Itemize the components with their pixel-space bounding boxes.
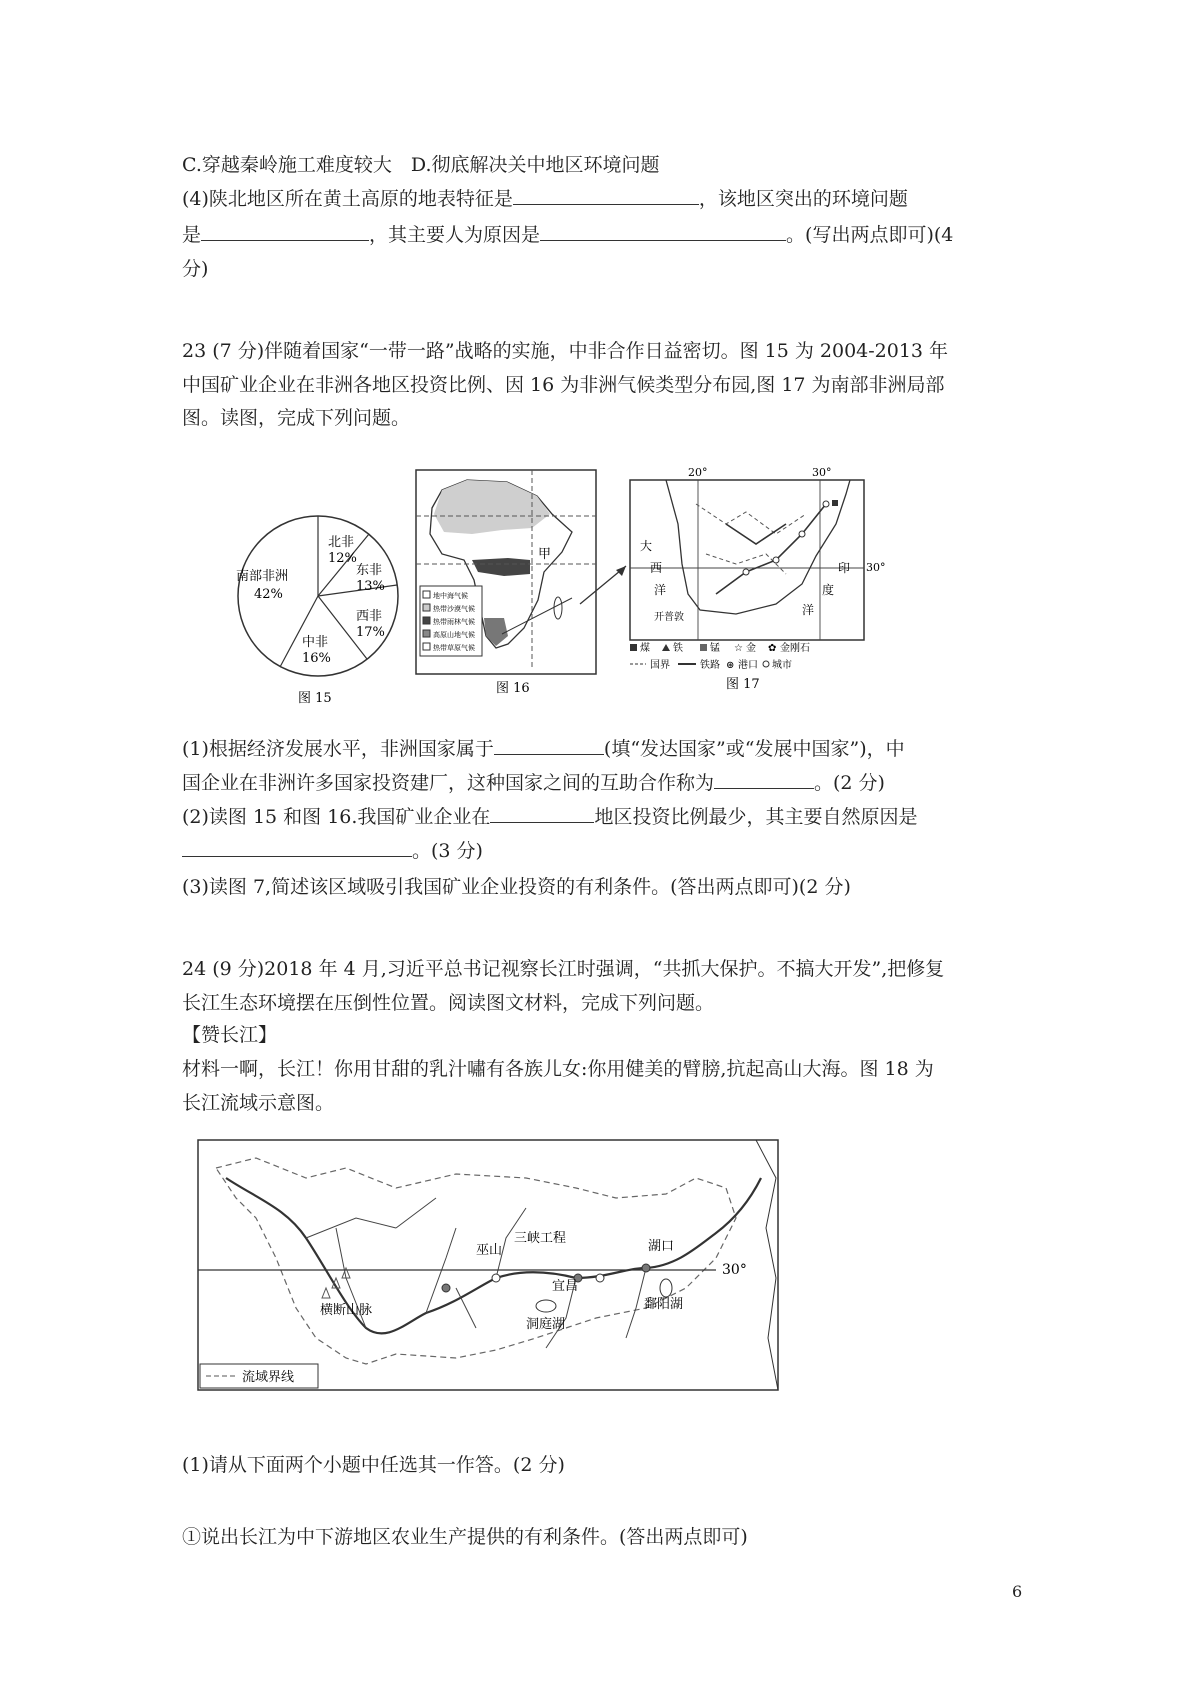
ocean-char-xi: 西: [650, 561, 663, 575]
legend-item: 城市: [772, 660, 792, 671]
figure-16-legend: [420, 586, 482, 656]
ocean-char-da: 大: [640, 539, 653, 553]
pie-label-north-name: 北非: [328, 535, 355, 550]
diamond-icon: ✿: [768, 643, 777, 654]
q22-sub4-text-b: ，该地区突出的环境问题: [698, 188, 908, 210]
lon-20-label: 20°: [688, 466, 708, 479]
legend-item: 港口: [738, 660, 758, 671]
place-label: 宜昌: [552, 1279, 579, 1294]
ocean-char-yang: 洋: [654, 583, 667, 597]
pie-label-east-value: 13%: [356, 579, 385, 594]
q23-sub2-text-a: (2)读图 15 和图 16.我国矿业企业在: [182, 806, 491, 828]
q22-sub4-text-c: 是: [182, 224, 202, 246]
lat-30-label-fig18: 30°: [722, 1262, 747, 1278]
q22-sub4-line1: [182, 186, 908, 212]
q22-sub4-line3: 分): [182, 258, 209, 280]
pie-label-central-value: 16%: [302, 651, 331, 666]
answer-blank[interactable]: [714, 770, 814, 789]
q24-sub1-option1: ①说出长江为中下游地区农业生产提供的有利条件。(答出两点即可): [182, 1526, 748, 1548]
q22-sub4-text-e: 。(写出两点即可)(4: [786, 224, 954, 246]
q23-sub2-text-c: 。(3 分): [412, 840, 483, 862]
figure-17-caption: 图 17: [726, 677, 760, 692]
answer-blank[interactable]: [490, 804, 594, 823]
q23-sub1-text-b: (填“发达国家”或“发展中国家”)，中: [603, 738, 905, 760]
q23-sub1-line2: [182, 770, 885, 796]
answer-blank[interactable]: [201, 222, 369, 241]
answer-blank[interactable]: [540, 222, 786, 241]
arrow-connector: [576, 560, 632, 608]
legend-item: 地中海气候: [433, 592, 468, 600]
q24-intro-line1: 24 (9 分)2018 年 4 月,习近平总书记视察长江时强调，“共抓大保护。不搞大开发”,把修复: [182, 958, 945, 980]
legend-item: 高原山地气候: [433, 631, 475, 639]
q23-sub1-line1: [182, 736, 905, 762]
q23-sub3: (3)读图 7,简述该区域吸引我国矿业企业投资的有利条件。(答出两点即可)(2 分): [182, 876, 851, 898]
map-mark-jia: 甲: [538, 547, 552, 562]
pie-label-south-value: 42%: [254, 587, 283, 602]
q23-sub1-text-a: (1)根据经济发展水平，非洲国家属于: [182, 738, 494, 760]
answer-blank[interactable]: [182, 838, 412, 857]
figure-16-map: [412, 468, 602, 700]
pie-label-west-value: 17%: [356, 625, 385, 640]
q24-intro-line2: 长江生态环境摆在压倒性位置。阅读图文材料，完成下列问题。: [182, 992, 715, 1014]
figure-17-legend: [630, 641, 810, 671]
place-label: 湖口: [648, 1239, 675, 1254]
q23-sub1-text-c: 国企业在非洲许多国家投资建厂，这种国家之间的互助合作称为: [182, 772, 715, 794]
legend-item: 流域界线: [242, 1370, 295, 1385]
lon-30-label: 30°: [812, 466, 832, 479]
legend-item: 金: [746, 643, 756, 654]
q23-intro-line2: 中国矿业企业在非洲各地区投资比例、因 16 为非洲气候类型分布园,图 17 为南部非洲局部: [182, 374, 945, 396]
figure-18-legend: [200, 1364, 318, 1388]
pie-label-south-name: 南部非洲: [236, 569, 289, 584]
legend-item: 铁: [673, 643, 683, 654]
legend-item: 热带雨林气候: [433, 618, 475, 626]
legend-item: 锰: [710, 643, 720, 654]
ocean-char-yin: 印: [838, 561, 851, 575]
q24-sub1: (1)请从下面两个小题中任选其一作答。(2 分): [182, 1454, 565, 1476]
legend-item: 热带沙漠气候: [433, 605, 475, 613]
q24-heading: 【赞长江】: [182, 1024, 278, 1046]
legend-item: 铁路: [700, 660, 720, 671]
place-label: 巫山: [476, 1243, 503, 1258]
legend-item: 热带草原气候: [433, 644, 475, 652]
q23-sub2-line2: [182, 838, 483, 864]
legend-item: 金刚石: [780, 643, 810, 654]
port-icon: ⊛: [726, 660, 735, 671]
figure-15-caption: 图 15: [298, 691, 332, 706]
q24-material-line2: 长江流域示意图。: [182, 1092, 335, 1114]
figure-17-map: [626, 464, 894, 694]
figure-15-pie: [222, 512, 422, 708]
pie-label-east-name: 东非: [356, 563, 383, 578]
q23-intro-line1: 23 (7 分)伴随着国家“一带一路”战略的实施，中非合作日益密切。图 15 为 2004-2013 年: [182, 340, 949, 362]
q22-options-cd: C.穿越秦岭施工难度较大 D.彻底解决关中地区环境问题: [182, 154, 660, 176]
pie-label-north-value: 12%: [328, 551, 357, 566]
ocean-char-du: 度: [822, 583, 835, 597]
q23-sub1-text-d: 。(2 分): [814, 772, 885, 794]
q22-sub4-line2: [182, 222, 953, 248]
place-label: 三峡工程: [514, 1231, 567, 1246]
answer-blank[interactable]: [494, 736, 604, 755]
pie-label-west-name: 西非: [356, 609, 383, 624]
pie-label-central-name: 中非: [302, 635, 329, 650]
city-cape-town: 开普敦: [654, 612, 684, 623]
place-label: 鄱阳湖: [644, 1297, 684, 1312]
lat-30-label: 30°: [866, 561, 886, 574]
answer-blank[interactable]: [513, 186, 699, 205]
q23-intro-line3: 图。读图，完成下列问题。: [182, 407, 411, 429]
ocean-char-yang2: 洋: [802, 603, 815, 617]
q23-sub2-text-b: 地区投资比例最少，其主要自然原因是: [594, 806, 918, 828]
place-label: 洞庭湖: [526, 1317, 566, 1332]
figure-18-map: [196, 1138, 826, 1398]
legend-item: 煤: [640, 643, 650, 654]
q22-sub4-text-a: (4)陕北地区所在黄土高原的地表特征是: [182, 188, 513, 210]
place-label: 横断山脉: [320, 1303, 373, 1318]
page-number: 6: [1012, 1582, 1023, 1601]
q24-material-line1: 材料一啊，长江！你用甘甜的乳汁嘯有各族儿女:你用健美的臂膀,抗起高山大海。图 18 为: [182, 1058, 934, 1080]
gold-icon: ☆: [734, 643, 743, 654]
q23-sub2-line1: [182, 804, 917, 830]
figure-16-caption: 图 16: [496, 681, 530, 696]
q22-sub4-text-d: ，其主要人为原因是: [369, 224, 541, 246]
legend-item: 国界: [650, 660, 670, 671]
